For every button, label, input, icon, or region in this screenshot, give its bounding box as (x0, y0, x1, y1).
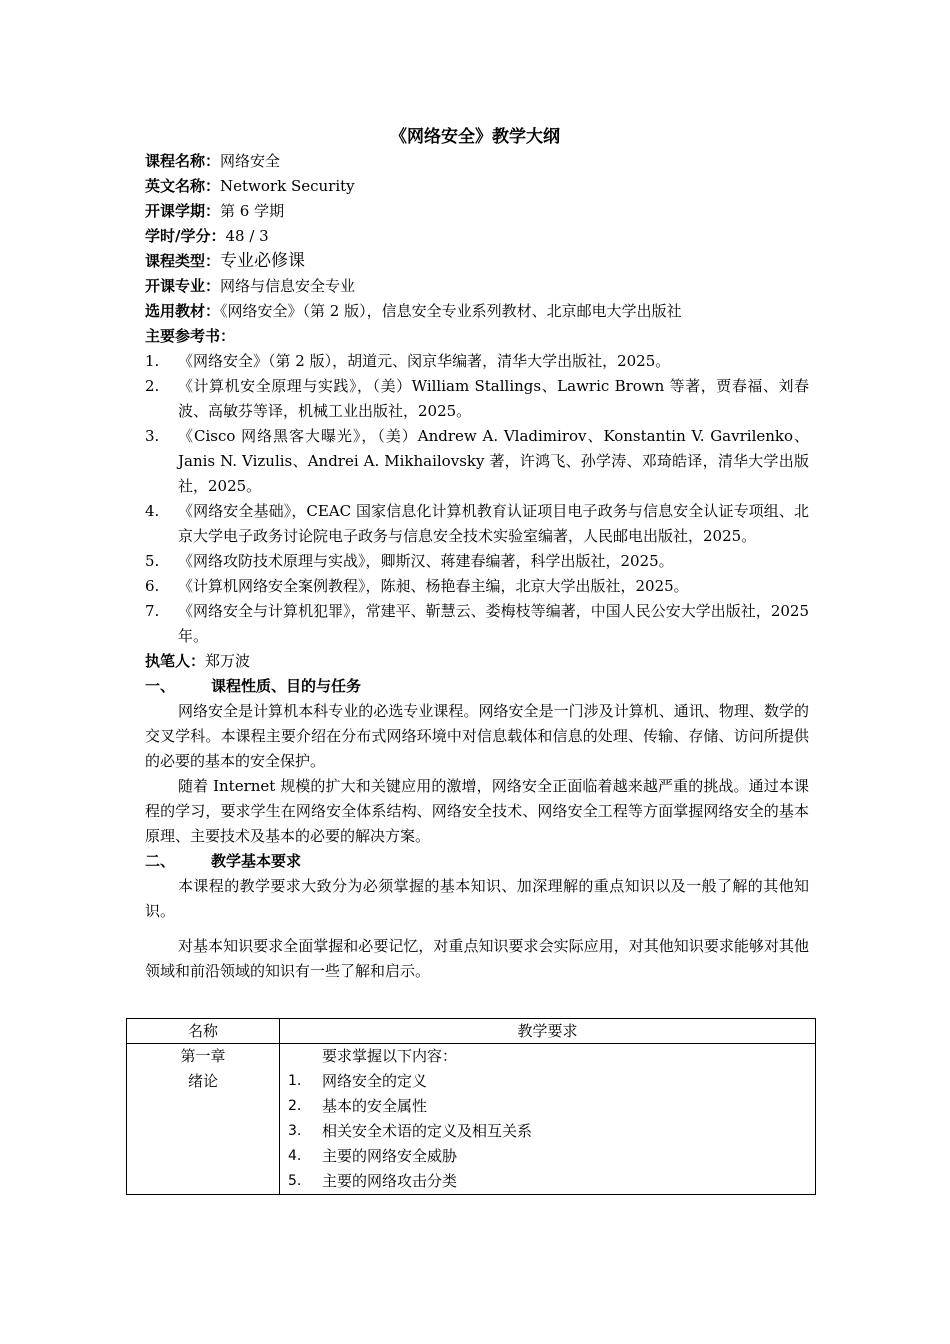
info-major (145, 274, 809, 299)
reference-number: 4. (145, 502, 160, 520)
paragraph: 对基本知识要求全面掌握和必要记忆，对重点知识要求会实际应用，对其他知识要求能够对其他领域和前沿领域的知识有一些了解和启示。 (145, 937, 809, 980)
reference-text: 《网络安全》（第 2 版），胡道元、闵京华编著，清华大学出版社，2025。 (178, 352, 671, 370)
item-number: 2. (288, 1098, 302, 1114)
section-heading-1 (145, 674, 809, 699)
document-body (145, 149, 809, 984)
item-number: 1. (288, 1073, 302, 1089)
paragraph: 网络安全是计算机本科专业的必选专业课程。网络安全是一门涉及计算机、通讯、物理、数学的交叉学科。本课程主要介绍在分布式网络环境中对信息载体和信息的处理、传输、存储、访问所提供的必要的基本的安全保护。 (145, 702, 809, 770)
info-value: 网络安全 (220, 152, 281, 170)
chapter-name: 绪论 (187, 1072, 218, 1090)
chapter-cell (127, 1044, 280, 1195)
reference-number: 6. (145, 577, 160, 595)
list-item (280, 1069, 815, 1094)
info-course-type (145, 249, 809, 274)
info-value: 专业必修课 (220, 251, 306, 271)
paragraph: 随着 Internet 规模的扩大和关键应用的激增，网络安全正面临着越来越严重的挑战。通过本课程的学习，要求学生在网络安全体系结构、网络安全技术、网络安全工程等方面掌握网络安全的基本原理、主要技术及基本的必要的解决方案。 (145, 777, 809, 845)
requirements-cell (280, 1044, 816, 1195)
author-line (145, 649, 809, 674)
info-label: 开课专业： (145, 277, 221, 295)
item-text: 主要的网络安全威胁 (322, 1147, 458, 1165)
item-text: 主要的网络攻击分类 (322, 1172, 458, 1190)
info-hours-credits (145, 224, 809, 249)
author-label: 执笔人： (145, 652, 206, 670)
list-item (280, 1094, 815, 1119)
table-row (127, 1044, 816, 1195)
item-number: 4. (288, 1148, 302, 1164)
requirements-table (126, 1018, 816, 1195)
reference-item (145, 424, 809, 499)
reference-item (145, 349, 809, 374)
section-heading-2 (145, 849, 809, 874)
info-value: 《网络安全》（第 2 版），信息安全专业系列教材、北京邮电大学出版社 (220, 302, 682, 320)
info-semester (145, 199, 809, 224)
info-value: Network Security (220, 177, 355, 195)
references-label: 主要参考书： (145, 327, 236, 345)
info-value: 第 6 学期 (220, 202, 285, 220)
section-title: 教学基本要求 (211, 852, 302, 870)
info-label: 课程名称： (145, 152, 221, 170)
item-text: 基本的安全属性 (322, 1097, 428, 1115)
column-header-requirements: 教学要求 (280, 1019, 816, 1044)
info-value: 48 / 3 (225, 227, 269, 245)
reference-item (145, 499, 809, 549)
document-title: 《网络安全》教学大纲 (390, 127, 560, 147)
table-header-row (127, 1019, 816, 1044)
info-label: 课程类型： (145, 252, 221, 270)
reference-text: 《计算机网络安全案例教程》，陈昶、杨艳春主编，北京大学出版社，2025。 (178, 577, 689, 595)
list-item (280, 1119, 815, 1144)
section-number: 一、 (145, 677, 176, 695)
reference-item (145, 374, 809, 424)
info-label: 学时/学分： (145, 227, 226, 245)
item-text: 相关安全术语的定义及相互关系 (322, 1122, 533, 1140)
chapter-number: 第一章 (180, 1047, 226, 1065)
item-number: 5. (288, 1173, 302, 1189)
reference-number: 3. (145, 427, 160, 445)
reference-item (145, 549, 809, 574)
info-textbook (145, 299, 809, 324)
reference-number: 5. (145, 552, 160, 570)
section-title: 课程性质、目的与任务 (211, 677, 362, 695)
info-label: 开课学期： (145, 202, 221, 220)
reference-text: 《网络安全与计算机犯罪》，常建平、靳慧云、娄梅枝等编著，中国人民公安大学出版社，2025 年。 (178, 602, 809, 645)
requirements-intro: 要求掌握以下内容： (322, 1047, 458, 1065)
reference-text: 《网络安全基础》，CEAC 国家信息化计算机教育认证项目电子政务与信息安全认证专项组、北京大学电子政务讨论院电子政务与信息安全技术实验室编著，人民邮电出版社，2025。 (178, 502, 809, 545)
info-english-name (145, 174, 809, 199)
item-text: 网络安全的定义 (322, 1072, 428, 1090)
column-header-name: 名称 (127, 1019, 280, 1044)
reference-number: 2. (145, 377, 160, 395)
list-item (280, 1169, 815, 1194)
paragraph: 本课程的教学要求大致分为必须掌握的基本知识、加深理解的重点知识以及一般了解的其他知识。 (145, 877, 809, 920)
info-label: 英文名称： (145, 177, 221, 195)
info-course-name (145, 149, 809, 174)
reference-text: 《网络攻防技术原理与实战》，卿斯汉、蒋建春编著，科学出版社，2025。 (178, 552, 674, 570)
section-number: 二、 (145, 852, 176, 870)
reference-text: 《Cisco 网络黑客大曝光》，（美）Andrew A. Vladimirov、Konstantin V. Gavrilenko、Janis N. Vizulis、Andrei A. Mikhailovsky 著，许鸿飞、孙学涛、邓琦皓译，清华大学出版社，2025。 (178, 427, 809, 495)
list-item (280, 1144, 815, 1169)
reference-item (145, 599, 809, 649)
reference-text: 《计算机安全原理与实践》，（美）William Stallings、Lawric Brown 等著，贾春福、刘春波、高敏芬等译，机械工业出版社，2025。 (178, 377, 809, 420)
reference-number: 1. (145, 352, 160, 370)
reference-item (145, 574, 809, 599)
reference-number: 7. (145, 602, 160, 620)
author-name: 郑万波 (205, 652, 251, 670)
item-number: 3. (288, 1123, 302, 1139)
references-list (145, 349, 809, 649)
info-value: 网络与信息安全专业 (220, 277, 356, 295)
info-label: 选用教材： (145, 302, 221, 320)
